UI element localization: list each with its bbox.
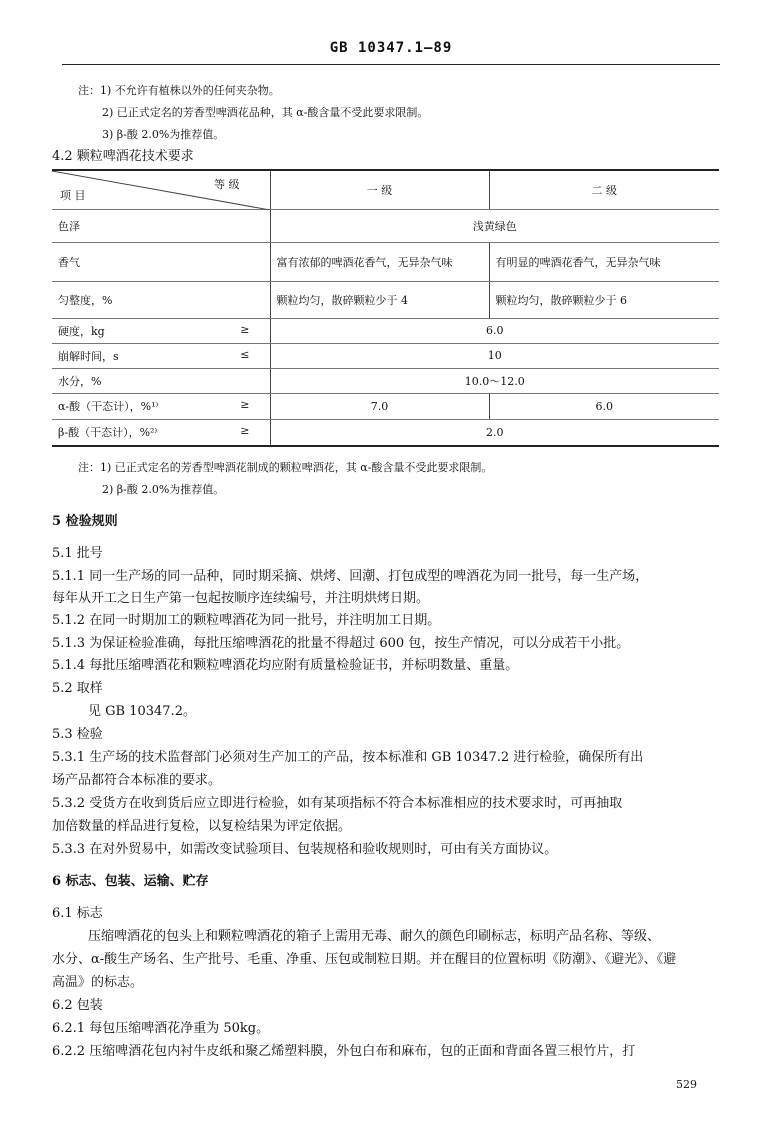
table-row bbox=[52, 209, 719, 242]
clause-5-1-1-line-2: 每年从开工之日生产第一包起按顺序连续编号，并注明烘烤日期。 bbox=[52, 591, 430, 606]
hardness-value: 6.0 bbox=[270, 318, 719, 343]
header-rule bbox=[62, 64, 720, 65]
hardness-symbol: ≥ bbox=[240, 322, 250, 336]
pellet-hop-spec-table bbox=[52, 169, 719, 447]
color-value: 浅黄绿色 bbox=[270, 209, 719, 242]
section-6-2-title: 6.2 包装 bbox=[52, 998, 103, 1013]
top-note-3: 3) β-酸 2.0%为推荐值。 bbox=[102, 128, 225, 141]
table-row bbox=[52, 281, 719, 318]
aroma-grade-1: 富有浓郁的啤酒花香气，无异杂气味 bbox=[270, 242, 489, 281]
alpha-symbol: ≥ bbox=[240, 398, 250, 411]
clause-5-3-2-line-2: 加倍数量的样品进行复检，以复检结果为评定依据。 bbox=[52, 819, 352, 834]
grade-2-heading: 二 级 bbox=[489, 170, 719, 209]
section-5-title: 5 检验规则 bbox=[52, 514, 118, 529]
clause-6-1-line-1: 压缩啤酒花的包头上和颗粒啤酒花的箱子上需用无毒、耐久的颜色印刷标志，标明产品名称、等级、 bbox=[88, 929, 661, 944]
section-5-3-title: 5.3 检验 bbox=[52, 727, 103, 742]
clause-5-1-3: 5.1.3 为保证检验准确，每批压缩啤酒花的批量不得超过 600 包，按生产情况，可以分成若干小批。 bbox=[52, 636, 630, 651]
uniformity-grade-1: 颗粒均匀，散碎颗粒少于 4 bbox=[270, 281, 489, 318]
beta-symbol: ≥ bbox=[240, 424, 250, 438]
table-row bbox=[52, 368, 719, 393]
alpha-label: α-酸（干态计），%¹⁾ bbox=[58, 400, 159, 413]
clause-6-2-2: 6.2.2 压缩啤酒花包内衬牛皮纸和聚乙烯塑料膜，外包白布和麻布，包的正面和背面各置三根竹片，打 bbox=[52, 1044, 636, 1059]
row-label-hardness bbox=[52, 318, 270, 343]
table-row bbox=[52, 393, 719, 419]
alpha-grade-1: 7.0 bbox=[270, 393, 489, 419]
clause-5-3-3: 5.3.3 在对外贸易中，如需改变试验项目、包装规格和验收规则时，可由有关方面协议。 bbox=[52, 842, 558, 857]
clause-6-1-line-2: 水分、α-酸生产场名、生产批号、毛重、净重、压包或制粒日期。并在醒目的位置标明《防潮》、《避光》、《避 bbox=[52, 952, 677, 967]
table-header-row bbox=[52, 170, 719, 209]
table-row bbox=[52, 343, 719, 368]
page-number: 529 bbox=[676, 1078, 697, 1091]
aroma-grade-2: 有明显的啤酒花香气，无异杂气味 bbox=[489, 242, 719, 281]
section-4-2-title: 4.2 颗粒啤酒花技术要求 bbox=[52, 149, 194, 164]
disintegration-symbol: ≤ bbox=[240, 347, 250, 361]
section-6-title: 6 标志、包装、运输、贮存 bbox=[52, 874, 209, 889]
section-5-1-title: 5.1 批号 bbox=[52, 546, 103, 561]
disintegration-label: 崩解时间，s bbox=[58, 349, 119, 363]
clause-6-2-1: 6.2.1 每包压缩啤酒花净重为 50kg。 bbox=[52, 1021, 270, 1036]
hardness-label: 硬度，kg bbox=[58, 324, 105, 338]
row-label-alpha bbox=[52, 393, 270, 419]
standard-code-header: GB 10347.1—89 bbox=[329, 40, 453, 56]
clause-5-2-text: 见 GB 10347.2。 bbox=[88, 704, 196, 719]
clause-5-1-4: 5.1.4 每批压缩啤酒花和颗粒啤酒花均应附有质量检验证书，并标明数量、重量。 bbox=[52, 658, 519, 673]
table-row bbox=[52, 318, 719, 343]
uniformity-grade-2: 颗粒均匀，散碎颗粒少于 6 bbox=[489, 281, 719, 318]
beta-label: β-酸（干态计），%²⁾ bbox=[58, 426, 158, 440]
row-label-color: 色泽 bbox=[52, 209, 270, 242]
row-label-moisture: 水分，% bbox=[52, 368, 270, 393]
table-row bbox=[52, 419, 719, 446]
clause-5-1-2: 5.1.2 在同一时期加工的颗粒啤酒花为同一批号，并注明加工日期。 bbox=[52, 613, 441, 628]
table-note-1: 注：1) 已正式定名的芳香型啤酒花制成的颗粒啤酒花，其 α-酸含量不受此要求限制。 bbox=[78, 461, 493, 474]
table-note-2: 2) β-酸 2.0%为推荐值。 bbox=[102, 483, 225, 496]
clause-5-1-1-line-1: 5.1.1 同一生产场的同一品种，同时期采摘、烘烤、回潮、打包成型的啤酒花为同一批号，每一生产场， bbox=[52, 569, 649, 584]
clause-6-1-line-3: 高温》的标志。 bbox=[52, 975, 144, 990]
grade-heading: 等 级 bbox=[214, 178, 240, 191]
row-label-beta bbox=[52, 419, 270, 446]
table-corner-cell bbox=[52, 170, 270, 209]
clause-5-3-1-line-2: 场产品都符合本标准的要求。 bbox=[52, 773, 222, 788]
section-6-1-title: 6.1 标志 bbox=[52, 906, 103, 921]
disintegration-value: 10 bbox=[270, 343, 719, 368]
top-note-1: 注：1) 不允许有植株以外的任何夹杂物。 bbox=[78, 84, 280, 97]
section-5-2-title: 5.2 取样 bbox=[52, 681, 103, 696]
top-note-2: 2) 已正式定名的芳香型啤酒花品种，其 α-酸含量不受此要求限制。 bbox=[102, 106, 429, 119]
beta-value: 2.0 bbox=[270, 419, 719, 446]
table-row bbox=[52, 242, 719, 281]
item-heading: 项 目 bbox=[60, 188, 86, 202]
grade-1-heading: 一 级 bbox=[270, 170, 489, 209]
alpha-grade-2: 6.0 bbox=[489, 393, 719, 419]
clause-5-3-1-line-1: 5.3.1 生产场的技术监督部门必须对生产加工的产品，按本标准和 GB 10347.2 进行检验，确保所有出 bbox=[52, 750, 644, 765]
clause-5-3-2-line-1: 5.3.2 受货方在收到货后应立即进行检验，如有某项指标不符合本标准相应的技术要求时，可再抽取 bbox=[52, 796, 623, 811]
row-label-uniformity: 匀整度，% bbox=[52, 281, 270, 318]
row-label-aroma: 香气 bbox=[52, 242, 270, 281]
moisture-value: 10.0～12.0 bbox=[270, 368, 719, 393]
row-label-disintegration bbox=[52, 343, 270, 368]
